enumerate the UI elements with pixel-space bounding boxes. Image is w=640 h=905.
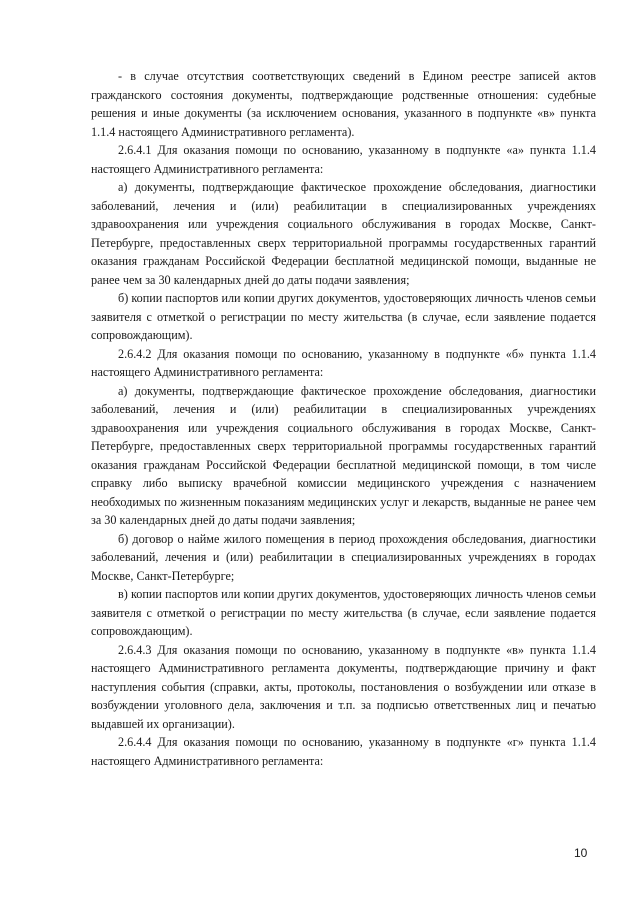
paragraph-2-6-4-2-b: б) договор о найме жилого помещения в период прохождения обследования, диагностики заболеваний, лечения и (или) реабилитации в специализированных учреждениях в городах Москве, Санкт-Петербурге; [91,531,596,583]
document-body [91,67,596,770]
page-number: 10 [574,846,588,860]
paragraph-2-6-4-1-a: а) документы, подтверждающие фактическое прохождение обследования, диагностики заболеваний, лечения и (или) реабилитации в специализированных учреждениях здравоохранения или учреждения социального обслуживания в городах Москве, Санкт-Петербурге, предоставленных сверх территориальной программы государственных гарантий оказания гражданам Российской Федерации бесплатной медицинской помощи, выданные не ранее чем за 30 календарных дней до даты подачи заявления; [91,180,596,287]
paragraph-2-6-4-1-b: б) копии паспортов или копии других документов, удостоверяющих личность членов семьи заявителя с отметкой о регистрации по месту жительства (в случае, если заявление подается сопровождающим). [91,291,596,342]
paragraph-2-6-4-2-v: в) копии паспортов или копии других документов, удостоверяющих личность членов семьи заявителя с отметкой о регистрации по месту жительства (в случае, если заявление подается сопровождающим). [91,587,596,638]
paragraph-2-6-4-4: 2.6.4.4 Для оказания помощи по основанию, указанному в подпункте «г» пункта 1.1.4 настоящего Административного регламента: [91,735,596,768]
paragraph-2-6-4-2-a: а) документы, подтверждающие фактическое прохождение обследования, диагностики заболеваний, лечения и (или) реабилитации в специализированных учреждениях здравоохранения или учреждения социального обслуживания в городах Москве, Санкт-Петербурге, предоставленных сверх территориальной программы государственных гарантий оказания гражданам Российской Федерации бесплатной медицинской помощи, в том числе справку либо выписку врачебной комиссии медицинского учреждения с назначением необходимых по жизненным показаниям медицинских услуг и лекарств, выданные не ранее чем за 30 календарных дней до даты подачи заявления; [91,383,596,527]
paragraph-absence-of-records: - в случае отсутствия соответствующих сведений в Едином реестре записей актов гражданского состояния документы, подтверждающие родственные отношения: судебные решения и иные документы (за исключением основания, указанного в подпункте «в» пункта 1.1.4 настоящего Административного регламента). [91,69,596,139]
paragraph-2-6-4-2: 2.6.4.2 Для оказания помощи по основанию, указанному в подпункте «б» пункта 1.1.4 настоящего Административного регламента: [91,346,596,379]
paragraph-2-6-4-3: 2.6.4.3 Для оказания помощи по основанию, указанному в подпункте «в» пункта 1.1.4 настоящего Административного регламента документы, подтверждающие причину и факт наступления события (справки, акты, протоколы, постановления о возбуждении или отказе в возбуждении уголовного дела, заключения и т.п. за подписью ответственных лиц и печатью выдавшей их организации). [91,642,596,731]
paragraph-2-6-4-1: 2.6.4.1 Для оказания помощи по основанию, указанному в подпункте «а» пункта 1.1.4 настоящего Административного регламента: [91,143,596,176]
